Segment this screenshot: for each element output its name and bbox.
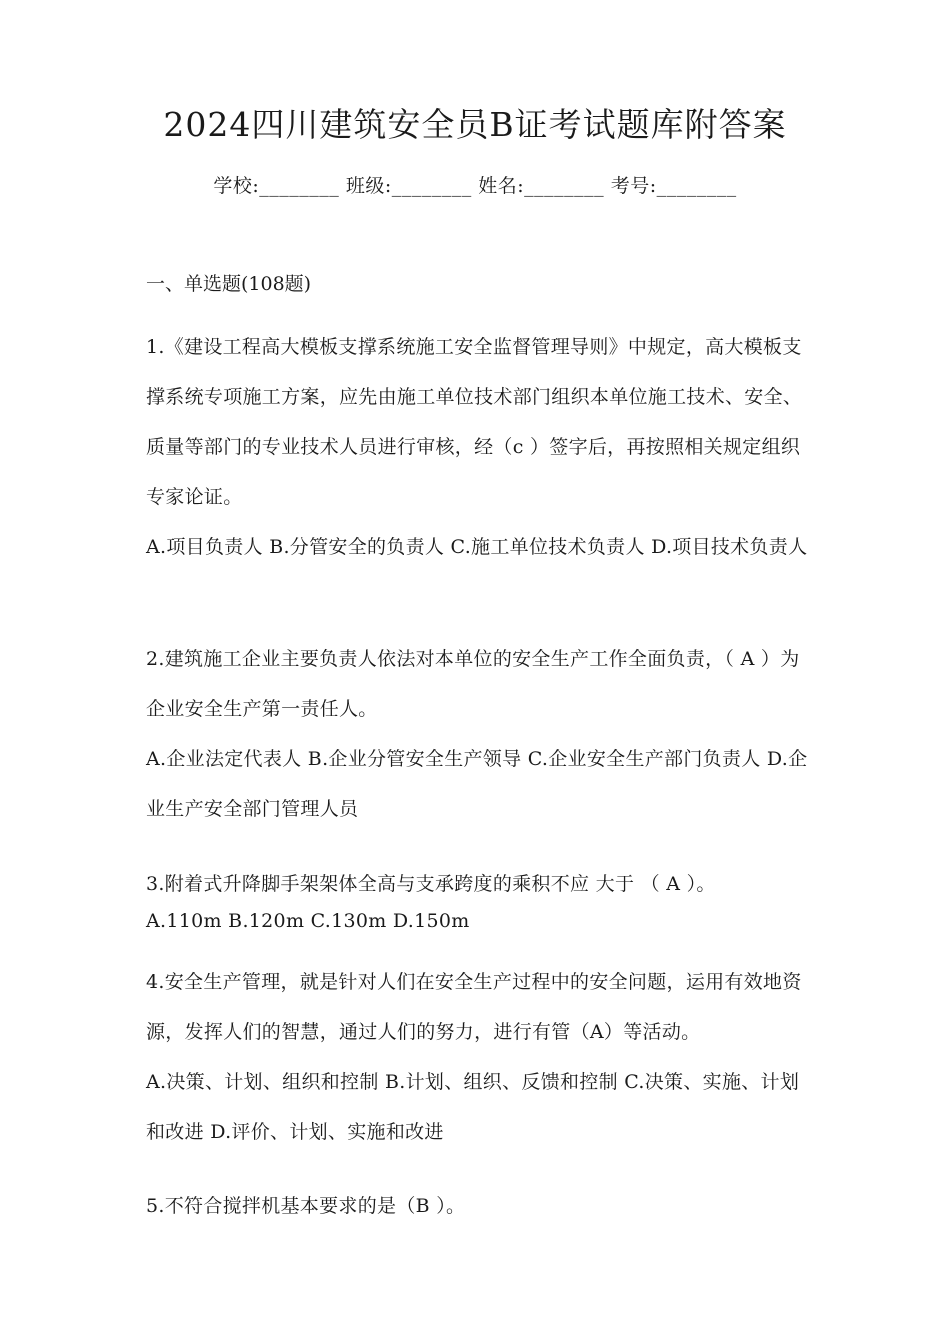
question-3-options: A.110m B.120m C.130m D.150m [146, 910, 470, 932]
question-3-stem: 3.附着式升降脚手架架体全高与支承跨度的乘积不应 大于 （ A ）。 [146, 873, 716, 895]
question-1-stem: 1.《建设工程高大模板支撑系统施工安全监督管理导则》中规定，高大模板支撑系统专项施工方案，应先由施工单位技术部门组织本单位施工技术、安全、质量等部门的专业技术人员进行审核，经（c ）签字后，再按照相关规定组织专家论证。 [146, 336, 803, 508]
document-title: 2024四川建筑安全员B证考试题库附答案 [163, 105, 787, 144]
question-5-stem: 5.不符合搅拌机基本要求的是（B ）。 [146, 1195, 466, 1217]
question-5 [146, 1181, 808, 1231]
question-1 [146, 322, 808, 572]
question-4-stem: 4.安全生产管理，就是针对人们在安全生产过程中的安全问题，运用有效地资源，发挥人们的智慧，通过人们的努力，进行有管（A）等活动。 [146, 971, 802, 1043]
question-3 [146, 866, 808, 940]
question-4-options: A.决策、计划、组织和控制 B.计划、组织、反馈和控制 C.决策、实施、计划和改进 D.评价、计划、实施和改进 [146, 1071, 800, 1143]
question-2 [146, 634, 808, 834]
question-2-options: A.企业法定代表人 B.企业分管安全生产领导 C.企业安全生产部门负责人 D.企业生产安全部门管理人员 [146, 748, 808, 820]
section-heading: 一、单选题(108题) [146, 273, 312, 295]
question-2-stem: 2.建筑施工企业主要负责人依法对本单位的安全生产工作全面负责，（ A ）为企业安全生产第一责任人。 [146, 648, 800, 720]
question-1-options: A.项目负责人 B.分管安全的负责人 C.施工单位技术负责人 D.项目技术负责人 [146, 536, 808, 558]
student-info-line [0, 170, 950, 202]
student-info-text: 学校:________ 班级:________ 姓名:________ 考号:________ [213, 175, 737, 197]
question-4 [146, 957, 808, 1157]
